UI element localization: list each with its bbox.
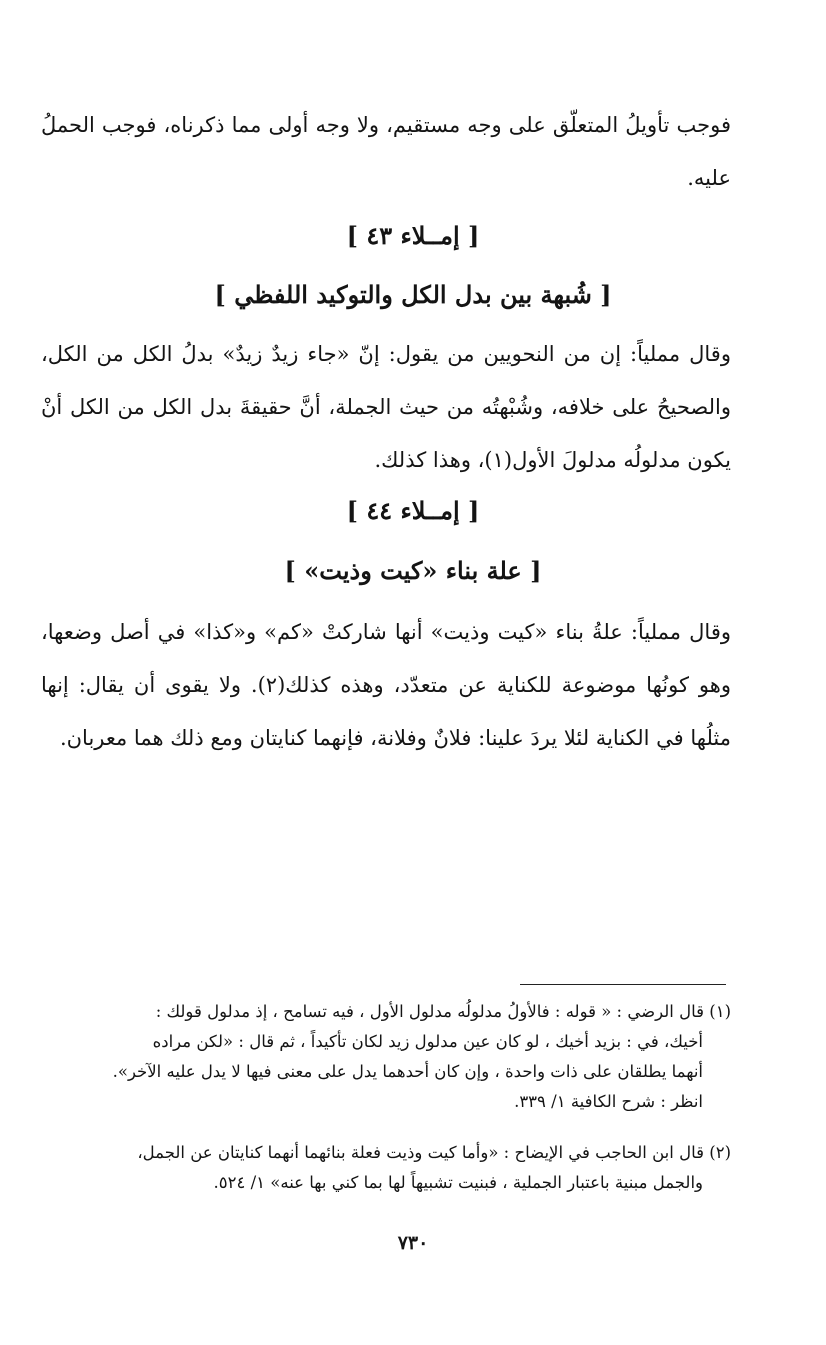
intro-paragraph: فوجب تأويلُ المتعلّق على وجه مستقيم، ولا وجه أولى مما ذكرناه، فوجب الحملُ عليه. (41, 113, 731, 190)
imla-44-title: [ علة بناء «كيت وذيت» ] (284, 556, 542, 585)
imla-44-paragraph: وقال مملياً: علةُ بناء «كيت وذيت» أنها شاركتْ «كم» و«كذا» في أصل وضعها، وهو كونُها موضوعة للكناية عن متعدّد، وهذه كذلك(٢). ولا يقوى أن يقال: إنها مثلُها في الكناية لئلا يردَ علينا: فلانٌ وفلانة، فإنهما كنايتان ومع ذلك هما معربان. (41, 620, 731, 750)
footnote-2-line-1: (٢) قال ابن الحاجب في الإيضاح : «وأما كيت وذيت فعلة بنائهما أنهما كنايتان عن الجمل، (137, 1143, 731, 1162)
imla-43-title: [ شُبهة بين بدل الكل والتوكيد اللفظي ] (214, 280, 612, 309)
imla-44-heading: [ إمــلاء ٤٤ ] (346, 496, 480, 525)
footnote-1-line-2: أخيك، في : بزيد أخيك ، لو كان عين مدلول زيد لكان تأكيداً ، ثم قال : «لكن مراده (152, 1032, 703, 1051)
footnote-1-line-1: (١) قال الرضي : « قوله : فالأولُ مدلولُه مدلول الأول ، فيه تسامح ، إذ مدلول قولك : (155, 1002, 731, 1021)
page-number: ٧٣٠ (397, 1232, 429, 1254)
footnote-1 (89, 997, 731, 1117)
footnote-separator (520, 984, 726, 985)
footnote-1-line-3: أنهما يطلقان على ذات واحدة ، وإن كان أحدهما يدل على معنى فيها لا يدل عليه الآخر». (112, 1062, 703, 1081)
footnote-2 (89, 1138, 731, 1198)
footnote-2-line-2: والجمل مبنية باعتبار الجملية ، فبنيت تشبيهاً لها بما كني بها عنه» ١/ ٥٢٤. (213, 1173, 703, 1192)
footnote-1-line-4: انظر : شرح الكافية ١/ ٣٣٩. (514, 1092, 703, 1111)
imla-43-paragraph: وقال مملياً: إن من النحويين من يقول: إنّ «جاء زيدٌ زيدٌ» بدلُ الكل من الكل، والصحيحُ على خلافه، وشُبْهتُه من حيث الجملة، أنَّ حقيقةَ بدل الكل من الكل أنْ يكون مدلولُه مدلولَ الأول(١)، وهذا كذلك. (41, 342, 731, 472)
imla-43-heading: [ إمــلاء ٤٣ ] (346, 221, 480, 250)
